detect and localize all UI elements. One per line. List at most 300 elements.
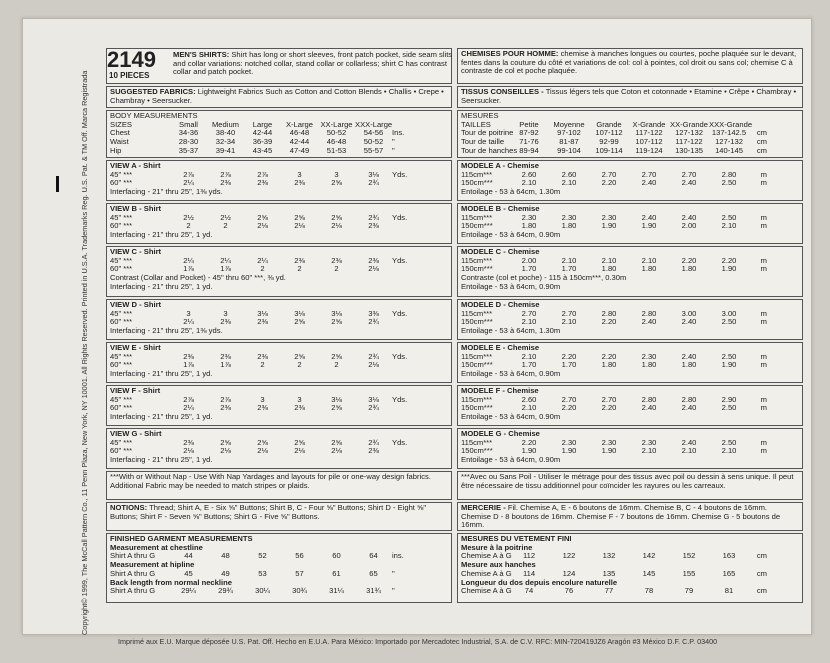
fr-fabrics-block xyxy=(457,86,803,108)
measurement-row-value: 42-44 xyxy=(289,137,310,147)
yardage-45-row-value: 2⅝ xyxy=(331,437,342,447)
yardage-115-row xyxy=(461,439,799,448)
yardage-45-row-value: 3 xyxy=(260,394,265,404)
yardage-45-row-value: 2⅞ xyxy=(257,169,268,179)
yardage-45-row-value: 2⅜ xyxy=(294,255,305,265)
fr-finished-row-value: 76 xyxy=(564,586,574,596)
sizes-row-value: Medium xyxy=(211,119,239,129)
yardage-45-row xyxy=(110,396,448,405)
notions-text: Thread; Shirt A, E - Six ⅝" Buttons; Shirt B, C - Four ⅝" Buttons; Shirt D - Eight ⅝" Buttons; Shirt F - Seven ⅝" Buttons; Shirt G - Five ⅝" Buttons. xyxy=(110,503,427,521)
yardage-115-row-value: 3.00 xyxy=(681,308,697,318)
fr-measurement-row-value: 71-76 xyxy=(519,137,539,147)
fr-sizes-row-value: XX-Grande xyxy=(670,119,708,129)
fr-measurement-row-value: 92-99 xyxy=(599,137,619,147)
fr-interfacing-line: Entoilage - 53 à 64cm, 0.90m xyxy=(461,230,561,240)
view-block xyxy=(106,385,452,426)
measurement-row xyxy=(110,129,448,138)
fr-finished-row-label: Chemise A à G xyxy=(461,551,512,561)
yardage-150-row-unit: m xyxy=(760,178,767,188)
yardage-45-row xyxy=(110,257,448,266)
yardage-150-row-label: 150cm*** xyxy=(461,403,493,413)
view-title: VIEW A - Shirt xyxy=(110,161,161,170)
yardage-115-row-value: 2.70 xyxy=(601,394,617,404)
finished-row-value: 53 xyxy=(258,568,267,578)
yardage-115-row-value: 2.60 xyxy=(521,169,537,179)
pieces-count: 10 PIECES xyxy=(109,71,150,80)
view-block xyxy=(106,203,452,244)
fr-fabrics-text: Tissus légers tels que Coton et cotonnade • Etamine • Crêpe • Chambray • Seersucker. xyxy=(461,87,797,105)
yardage-150-row-value: 2.50 xyxy=(721,317,737,327)
yardage-45-row-value: 2⅝ xyxy=(257,212,268,222)
fr-measurement-row-value: 127-132 xyxy=(715,137,743,147)
yardage-45-row-unit: Yds. xyxy=(392,169,408,179)
copyright-text: Copyright© 1999, The McCall Pattern Co., 11 Penn Plaza, New York, NY 10001. All Rights Reserved. Printed in U.S.A. Trademarks Reg. U.S. Pat. & TM Off. Marca Registrada xyxy=(80,70,89,635)
yardage-150-row-value: 1.70 xyxy=(521,264,537,274)
yardage-150-row-value: 2.20 xyxy=(601,403,617,413)
sizes-row-value: Large xyxy=(252,119,273,129)
yardage-150-row-value: 1.90 xyxy=(641,221,657,231)
finished-row-label: Shirt A thru G xyxy=(110,568,156,578)
yardage-45-row-value: 2¾ xyxy=(368,351,379,361)
yardage-150-row-value: 1.80 xyxy=(601,360,617,370)
fr-finished-row-value: 77 xyxy=(604,586,614,596)
fr-finished-row-unit: cm xyxy=(756,568,767,578)
yardage-60-row-value: 2 xyxy=(260,264,265,274)
yardage-115-row-value: 2.20 xyxy=(601,351,617,361)
yardage-115-row-label: 115cm*** xyxy=(461,308,493,318)
view-block xyxy=(106,342,452,383)
finished-row-value: 29¾ xyxy=(218,586,233,596)
yardage-150-row-unit: m xyxy=(760,360,767,370)
yardage-45-row-value: 2⅝ xyxy=(331,351,342,361)
yardage-115-row-value: 3.00 xyxy=(721,308,737,318)
yardage-45-row-value: 2⅜ xyxy=(183,351,194,361)
measurement-row-value: 46-48 xyxy=(326,137,347,147)
yardage-60-row-value: 2¾ xyxy=(368,178,379,188)
yardage-150-row-label: 150cm*** xyxy=(461,317,493,327)
yardage-45-row-unit: Yds. xyxy=(392,437,408,447)
yardage-115-row-value: 2.30 xyxy=(601,437,617,447)
sizes-row-label: SIZES xyxy=(110,119,132,129)
yardage-150-row-value: 2.40 xyxy=(641,317,657,327)
yardage-45-row-value: 2¾ xyxy=(368,437,379,447)
fr-view-title: MODELE B - Chemise xyxy=(461,204,540,213)
fr-measurement-row-value: 107-112 xyxy=(595,128,623,138)
yardage-115-row-unit: m xyxy=(760,437,767,447)
pattern-number: 2149 xyxy=(107,47,156,72)
yardage-60-row-value: 2¼ xyxy=(183,317,194,327)
fr-measurement-row xyxy=(461,147,799,156)
yardage-150-row-value: 1.80 xyxy=(681,264,697,274)
finished-row-unit: " xyxy=(392,568,395,578)
yardage-60-row-value: 2⅜ xyxy=(294,403,305,413)
yardage-150-row-value: 2.10 xyxy=(721,446,737,456)
yardage-60-row-value: 2 xyxy=(186,221,191,231)
measurement-row-value: 36-39 xyxy=(252,137,273,147)
yardage-115-row-value: 2.80 xyxy=(601,308,617,318)
finished-row-value: 31¾ xyxy=(366,586,381,596)
fr-measurement-row-value: 107-112 xyxy=(635,137,663,147)
finished-row-value: 52 xyxy=(258,551,267,561)
fr-finished-group-title: Mesure à la poitrine xyxy=(461,542,533,552)
yardage-115-row-label: 115cm*** xyxy=(461,255,493,265)
fr-interfacing-line: Entoilage - 53 à 64cm, 1.30m xyxy=(461,187,561,197)
yardage-150-row-value: 2.10 xyxy=(561,317,577,327)
yardage-115-row-value: 2.10 xyxy=(641,255,657,265)
yardage-115-row-label: 115cm*** xyxy=(461,394,493,404)
yardage-115-row xyxy=(461,171,799,180)
measurement-row-unit: Ins. xyxy=(392,128,405,138)
yardage-115-row-value: 2.30 xyxy=(521,212,537,222)
fr-body-measurements-block xyxy=(457,110,803,158)
sizes-row-value: Small xyxy=(179,119,198,129)
yardage-60-row-value: 2⅛ xyxy=(331,221,342,231)
fabrics-text: Lightweight Fabrics Such as Cotton and Cotton Blends • Challis • Crepe • Chambray • Seersucker. xyxy=(110,87,444,105)
yardage-60-row-value: 2 xyxy=(223,221,228,231)
measurement-row-value: 51-53 xyxy=(326,145,347,155)
yardage-115-row-value: 2.30 xyxy=(561,212,577,222)
yardage-150-row-value: 2.40 xyxy=(641,403,657,413)
yardage-45-row-value: 3 xyxy=(334,169,339,179)
yardage-115-row-value: 2.80 xyxy=(641,308,657,318)
fr-finished-group-title: Mesure aux hanches xyxy=(461,560,536,570)
interfacing-line: Interfacing - 21" thru 25", 1 yd. xyxy=(110,369,213,379)
finished-row-value: 29¼ xyxy=(181,586,196,596)
yardage-115-row-value: 2.50 xyxy=(721,212,737,222)
interfacing-line: Interfacing - 21" thru 25", 1⅜ yds. xyxy=(110,187,223,197)
yardage-45-row-value: 2⅞ xyxy=(183,394,194,404)
measurement-row-value: 55-57 xyxy=(363,145,384,155)
fr-measurement-row-value: 117-122 xyxy=(635,128,663,138)
yardage-115-row-value: 2.80 xyxy=(721,169,737,179)
finished-row-value: 31¼ xyxy=(329,586,344,596)
yardage-45-row-unit: Yds. xyxy=(392,212,408,222)
yardage-60-row-value: 2⅛ xyxy=(294,446,305,456)
fr-measurement-row-unit: cm xyxy=(756,145,767,155)
yardage-60-row-label: 60" *** xyxy=(110,178,133,188)
notions-title: NOTIONS: xyxy=(110,503,148,512)
yardage-60-row-value: 2⅛ xyxy=(331,446,342,456)
fr-view-title: MODELE D - Chemise xyxy=(461,300,540,309)
yardage-45-row-value: 3⅛ xyxy=(368,394,379,404)
yardage-45-row-value: 3 xyxy=(223,308,228,318)
yardage-115-row-value: 2.60 xyxy=(561,169,577,179)
yardage-45-row xyxy=(110,310,448,319)
yardage-115-row-unit: m xyxy=(760,255,767,265)
fr-finished-measurements-block xyxy=(457,533,803,603)
measurement-row-value: 28-30 xyxy=(178,137,199,147)
yardage-115-row-value: 2.30 xyxy=(561,437,577,447)
yardage-60-row-value: 2 xyxy=(334,264,339,274)
yardage-150-row-value: 2.40 xyxy=(681,317,697,327)
finished-row-value: 57 xyxy=(295,568,304,578)
yardage-115-row-unit: m xyxy=(760,308,767,318)
yardage-150-row-value: 2.10 xyxy=(641,446,657,456)
yardage-60-row-label: 60" *** xyxy=(110,221,133,231)
fr-interfacing-line: Entoilage - 53 à 64cm, 1.30m xyxy=(461,326,561,336)
fr-view-title: MODELE F - Chemise xyxy=(461,386,539,395)
nap-note xyxy=(106,471,452,500)
yardage-60-row-label: 60" *** xyxy=(110,446,133,456)
yardage-115-row xyxy=(461,214,799,223)
view-title: VIEW G - Shirt xyxy=(110,429,162,438)
fr-finished-row-value: 81 xyxy=(724,586,734,596)
footer-imprint: Imprimé aux E.U. Marque déposée U.S. Pat. Off. Hecho en E.U.A. Para México: Importado por Mercadotec Industrial, S.A. de C.V. RFC: MIN-720419JZ6 Aragón #3 México D.F. C.P. 03400 xyxy=(118,637,718,646)
yardage-45-row-unit: Yds. xyxy=(392,394,408,404)
yardage-45-row-value: 2⅞ xyxy=(220,394,231,404)
yardage-45-row-value: 2¼ xyxy=(220,255,231,265)
fr-measurement-row-unit: cm xyxy=(756,137,767,147)
fr-interfacing-line: Entoilage - 53 à 64cm, 0.90m xyxy=(461,281,561,291)
yardage-45-row-value: 3⅛ xyxy=(257,308,268,318)
yardage-150-row-value: 1.90 xyxy=(721,264,737,274)
yardage-45-row-value: 2⅝ xyxy=(331,212,342,222)
yardage-60-row-value: 2 xyxy=(297,264,302,274)
fr-measurement-row-value: 137-142.5 xyxy=(711,128,747,138)
yardage-60-row-label: 60" *** xyxy=(110,403,133,413)
fr-measurement-row-label: Tour de taille xyxy=(461,137,505,147)
yardage-60-row-value: 2 xyxy=(297,360,302,370)
fr-description-text: chemise à manches longues ou courtes, poche plaquée sur le devant, fentes dans la couture du côté et variations de col: col à pointes, col droit ou sans col; chemise C à contraste de col et poche plaquée. xyxy=(461,49,797,76)
yardage-60-row-value: 2⅛ xyxy=(220,446,231,456)
yardage-60-row-value: 2¼ xyxy=(183,403,194,413)
measurement-row-value: 38-40 xyxy=(215,128,236,138)
yardage-150-row-value: 2.50 xyxy=(721,178,737,188)
sizes-row-value: XX-Large xyxy=(320,119,353,129)
finished-row xyxy=(110,587,448,596)
fr-measurement-row-value: 140-145 xyxy=(715,145,743,155)
yardage-150-row-unit: m xyxy=(760,221,767,231)
yardage-115-row-value: 2.70 xyxy=(681,169,697,179)
yardage-115-row xyxy=(461,310,799,319)
yardage-115-row xyxy=(461,353,799,362)
fr-finished-row-value: 135 xyxy=(602,568,616,578)
fr-finished-row-unit: cm xyxy=(756,586,767,596)
interfacing-line: Interfacing - 21" thru 25", 1 yd. xyxy=(110,412,213,422)
fr-sizes-row-value: Moyenne xyxy=(553,119,585,129)
yardage-45-row-value: 2⅜ xyxy=(220,351,231,361)
yardage-150-row-value: 2.10 xyxy=(561,178,577,188)
view-title: VIEW E - Shirt xyxy=(110,343,161,352)
yardage-45-row-value: 3 xyxy=(297,394,302,404)
yardage-45-row-value: 2⅝ xyxy=(294,212,305,222)
yardage-45-row-value: 2¼ xyxy=(183,255,194,265)
yardage-45-row-value: 3⅜ xyxy=(368,308,379,318)
yardage-150-row-value: 2.40 xyxy=(641,178,657,188)
yardage-150-row-unit: m xyxy=(760,446,767,456)
measurement-row-value: 46-48 xyxy=(289,128,310,138)
yardage-115-row-value: 2.40 xyxy=(681,437,697,447)
yardage-60-row-value: 2⅜ xyxy=(368,221,379,231)
fr-finished-row-value: 74 xyxy=(524,586,534,596)
yardage-45-row-value: 3 xyxy=(186,308,191,318)
fr-view-title: MODELE C - Chemise xyxy=(461,247,540,256)
yardage-115-row-value: 2.30 xyxy=(641,437,657,447)
fr-view-block xyxy=(457,246,803,297)
measurement-row-value: 47-49 xyxy=(289,145,310,155)
fr-notions-block xyxy=(457,502,803,531)
view-title: VIEW C - Shirt xyxy=(110,247,162,256)
yardage-150-row-value: 2.10 xyxy=(521,403,537,413)
yardage-150-row-value: 1.90 xyxy=(601,446,617,456)
yardage-60-row-label: 60" *** xyxy=(110,360,133,370)
fr-sizes-row-value: XXX-Grande xyxy=(709,119,753,129)
finished-row-unit: ins. xyxy=(392,551,404,561)
yardage-45-row-value: 2⅝ xyxy=(220,437,231,447)
fr-measurement-row-value: 89-94 xyxy=(519,145,539,155)
yardage-115-row-value: 2.70 xyxy=(641,169,657,179)
finished-row-value: 30¾ xyxy=(292,586,307,596)
yardage-60-row-value: 2⅛ xyxy=(257,446,268,456)
yardage-60-row-value: 2⅛ xyxy=(294,221,305,231)
yardage-60-row-value: 2⅜ xyxy=(294,178,305,188)
fr-view-block xyxy=(457,342,803,383)
fr-finished-row xyxy=(461,587,799,596)
yardage-60-row-value: 2⅝ xyxy=(294,317,305,327)
yardage-150-row-value: 2.40 xyxy=(681,403,697,413)
yardage-150-row-value: 1.70 xyxy=(561,360,577,370)
yardage-60-row-value: 2⅜ xyxy=(257,317,268,327)
yardage-45-row xyxy=(110,439,448,448)
nap-text: ***With or Without Nap - Use With Nap Yardages and layouts for pile or one-way design fabrics. Additional Fabric may be needed to match stripes or plaids. xyxy=(110,472,431,490)
yardage-115-row-unit: m xyxy=(760,169,767,179)
yardage-115-row-value: 2.10 xyxy=(521,351,537,361)
fr-finished-row-unit: cm xyxy=(756,551,767,561)
fabrics-title: SUGGESTED FABRICS: xyxy=(110,87,196,96)
fr-interfacing-line: Entoilage - 53 à 64cm, 0.90m xyxy=(461,369,561,379)
yardage-150-row-value: 2.20 xyxy=(561,403,577,413)
finished-row-value: 60 xyxy=(332,551,341,561)
yardage-115-row xyxy=(461,257,799,266)
yardage-150-row-value: 2.10 xyxy=(521,317,537,327)
yardage-115-row-label: 115cm*** xyxy=(461,351,493,361)
fr-finished-row-value: 145 xyxy=(642,568,656,578)
measurement-row-value: 50-52 xyxy=(326,128,347,138)
yardage-150-row-value: 1.90 xyxy=(521,446,537,456)
finished-row-value: 64 xyxy=(369,551,378,561)
sizes-row-value: X-Large xyxy=(285,119,314,129)
fr-interfacing-line: Entoilage - 53 à 64cm, 0.90m xyxy=(461,412,561,422)
yardage-60-row-value: 2⅜ xyxy=(220,403,231,413)
finished-row-value: 61 xyxy=(332,568,341,578)
measurement-row-label: Waist xyxy=(110,137,129,147)
yardage-115-row-value: 2.60 xyxy=(521,394,537,404)
yardage-150-row-value: 1.70 xyxy=(521,360,537,370)
fr-measurement-row-value: 109-114 xyxy=(595,145,623,155)
yardage-60-row-value: 2⅜ xyxy=(368,446,379,456)
yardage-60-row-value: 2⅛ xyxy=(183,446,194,456)
body-measurements-block xyxy=(106,110,452,158)
yardage-115-row-label: 115cm*** xyxy=(461,437,493,447)
finished-row-label: Shirt A thru G xyxy=(110,551,156,561)
yardage-150-row-value: 2.10 xyxy=(521,178,537,188)
fr-measurement-row-value: 81-87 xyxy=(559,137,579,147)
yardage-150-row-value: 1.80 xyxy=(641,264,657,274)
yardage-150-row-value: 1.80 xyxy=(601,264,617,274)
yardage-60-row-value: 2¾ xyxy=(368,317,379,327)
fr-finished-row-value: 122 xyxy=(562,551,576,561)
measurement-row-value: 35-37 xyxy=(178,145,199,155)
fr-finished-row-value: 165 xyxy=(722,568,736,578)
measurement-row-value: 34-36 xyxy=(178,128,199,138)
view-title: VIEW D - Shirt xyxy=(110,300,162,309)
yardage-115-row xyxy=(461,396,799,405)
fr-measurement-row-unit: cm xyxy=(756,128,767,138)
yardage-150-row-value: 1.70 xyxy=(561,264,577,274)
fr-finished-row-value: 114 xyxy=(522,568,536,578)
yardage-150-row-value: 1.90 xyxy=(721,360,737,370)
fr-finished-row-value: 152 xyxy=(682,551,696,561)
yardage-115-row-value: 2.20 xyxy=(561,351,577,361)
yardage-150-row-label: 150cm*** xyxy=(461,221,493,231)
fr-measurement-row-value: 119-124 xyxy=(635,145,663,155)
fr-view-block xyxy=(457,385,803,426)
finished-row-value: 30¼ xyxy=(255,586,270,596)
yardage-45-row-value: 2⅞ xyxy=(220,169,231,179)
view-block xyxy=(106,428,452,469)
yardage-45-row xyxy=(110,171,448,180)
yardage-45-row-value: 2¾ xyxy=(368,212,379,222)
yardage-45-row xyxy=(110,353,448,362)
yardage-115-row-label: 115cm*** xyxy=(461,169,493,179)
measurement-row-unit: " xyxy=(392,145,395,155)
yardage-115-row-value: 2.70 xyxy=(521,308,537,318)
fr-view-block xyxy=(457,299,803,340)
yardage-45-row-value: 2⅞ xyxy=(183,169,194,179)
view-title: VIEW F - Shirt xyxy=(110,386,161,395)
yardage-115-row-value: 2.70 xyxy=(561,394,577,404)
yardage-60-row-value: 2⅜ xyxy=(220,178,231,188)
yardage-45-row-label: 45" *** xyxy=(110,437,133,447)
yardage-150-row-value: 2.40 xyxy=(681,178,697,188)
yardage-60-row-value: 2¾ xyxy=(368,403,379,413)
yardage-60-row-value: 1⅞ xyxy=(220,264,231,274)
fr-finished-row-value: 142 xyxy=(642,551,656,561)
yardage-60-row-value: 1⅞ xyxy=(183,360,194,370)
yardage-150-row-value: 2.50 xyxy=(721,403,737,413)
fr-measurements-title: MESURES xyxy=(461,111,499,120)
fr-view-title: MODELE E - Chemise xyxy=(461,343,540,352)
yardage-60-row-value: 2⅝ xyxy=(331,317,342,327)
view-block xyxy=(106,299,452,340)
yardage-150-row-value: 1.90 xyxy=(561,446,577,456)
fr-measurement-row-value: 97-102 xyxy=(557,128,581,138)
yardage-115-row-value: 2.00 xyxy=(521,255,537,265)
yardage-150-row-value: 2.10 xyxy=(681,446,697,456)
fr-sizes-row-value: Petite xyxy=(519,119,539,129)
fr-notions-text: Fil. Chemise A, E - 6 boutons de 16mm. Chemise B, C - 4 boutons de 16mm. Chemise D - 8 boutons de 16mm. Chemise F - 7 boutons de 16mm. Chemise G - 5 boutons de 16mm. xyxy=(461,503,781,530)
yardage-150-row-unit: m xyxy=(760,317,767,327)
fr-finished-row-label: Chemise A à G xyxy=(461,586,512,596)
yardage-60-row-value: 2⅝ xyxy=(331,403,342,413)
measurement-row-value: 39-41 xyxy=(215,145,236,155)
yardage-150-row-unit: m xyxy=(760,403,767,413)
yardage-115-row-value: 2.70 xyxy=(601,169,617,179)
notions-block xyxy=(106,502,452,531)
yardage-60-row-value: 2¼ xyxy=(183,178,194,188)
yardage-60-row-value: 2⅛ xyxy=(257,221,268,231)
fr-measurement-row-value: 130-135 xyxy=(675,145,703,155)
interfacing-line: Interfacing - 21" thru 25", 1 yd. xyxy=(110,281,213,291)
contrast-line: Contrast (Collar and Pocket) - 45" thru 60" ***, ⅜ yd. xyxy=(110,273,286,283)
fr-sizes-row-value: Grande xyxy=(596,119,622,129)
yardage-45-row-value: 2⅜ xyxy=(368,255,379,265)
measurement-row-value: 43-45 xyxy=(252,145,273,155)
measurement-row-label: Chest xyxy=(110,128,130,138)
yardage-45-row-label: 45" *** xyxy=(110,308,133,318)
yardage-60-row-value: 2 xyxy=(334,360,339,370)
finished-row-label: Shirt A thru G xyxy=(110,586,156,596)
